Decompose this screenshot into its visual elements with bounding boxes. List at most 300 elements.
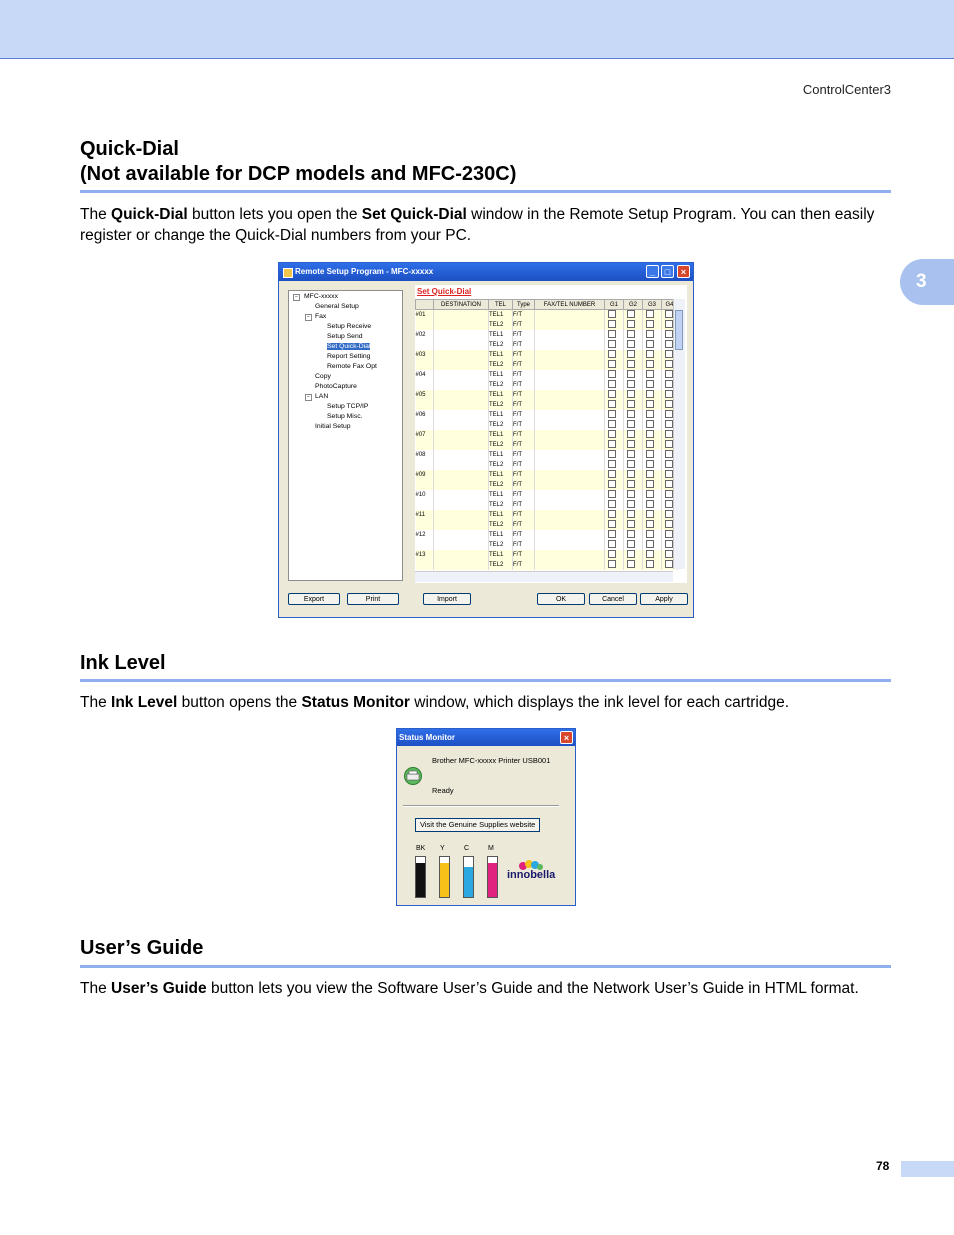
table-cell[interactable]	[605, 340, 624, 350]
group-checkbox[interactable]	[665, 550, 673, 558]
table-cell[interactable]	[416, 480, 434, 490]
group-checkbox[interactable]	[608, 400, 616, 408]
table-cell[interactable]: #08	[416, 450, 434, 460]
table-cell[interactable]: F/T	[513, 460, 535, 470]
group-checkbox[interactable]	[627, 540, 635, 548]
table-cell[interactable]	[434, 350, 489, 360]
table-cell[interactable]	[535, 410, 605, 420]
group-checkbox[interactable]	[646, 460, 654, 468]
group-checkbox[interactable]	[646, 450, 654, 458]
table-cell[interactable]	[605, 400, 624, 410]
table-cell[interactable]: TEL2	[489, 560, 513, 570]
table-cell[interactable]: TEL2	[489, 400, 513, 410]
table-cell[interactable]: F/T	[513, 380, 535, 390]
group-checkbox[interactable]	[608, 390, 616, 398]
table-cell[interactable]: F/T	[513, 430, 535, 440]
table-cell[interactable]	[624, 490, 643, 500]
group-checkbox[interactable]	[608, 500, 616, 508]
table-cell[interactable]	[624, 350, 643, 360]
table-cell[interactable]	[434, 430, 489, 440]
table-cell[interactable]	[535, 560, 605, 570]
group-checkbox[interactable]	[646, 350, 654, 358]
table-cell[interactable]	[624, 500, 643, 510]
table-cell[interactable]: TEL2	[489, 500, 513, 510]
group-checkbox[interactable]	[665, 440, 673, 448]
table-cell[interactable]	[605, 530, 624, 540]
table-cell[interactable]	[643, 410, 662, 420]
table-cell[interactable]: TEL1	[489, 310, 513, 321]
table-cell[interactable]	[643, 440, 662, 450]
table-cell[interactable]	[624, 480, 643, 490]
group-checkbox[interactable]	[665, 410, 673, 418]
group-checkbox[interactable]	[646, 390, 654, 398]
table-cell[interactable]	[535, 490, 605, 500]
table-cell[interactable]: F/T	[513, 340, 535, 350]
table-cell[interactable]	[434, 440, 489, 450]
table-cell[interactable]: #04	[416, 370, 434, 380]
table-cell[interactable]	[624, 550, 643, 560]
tree-node[interactable]: Fax	[315, 313, 327, 320]
table-cell[interactable]: #10	[416, 490, 434, 500]
group-checkbox[interactable]	[646, 530, 654, 538]
table-cell[interactable]: TEL2	[489, 320, 513, 330]
group-checkbox[interactable]	[627, 470, 635, 478]
group-checkbox[interactable]	[665, 400, 673, 408]
table-cell[interactable]	[605, 500, 624, 510]
group-checkbox[interactable]	[646, 560, 654, 568]
group-checkbox[interactable]	[646, 480, 654, 488]
group-checkbox[interactable]	[665, 540, 673, 548]
table-cell[interactable]	[624, 520, 643, 530]
group-checkbox[interactable]	[646, 550, 654, 558]
close-icon[interactable]: ×	[560, 731, 573, 744]
group-checkbox[interactable]	[646, 470, 654, 478]
table-cell[interactable]	[624, 370, 643, 380]
tree-node[interactable]: General Setup	[315, 303, 359, 310]
tree-node[interactable]: Setup Misc.	[327, 413, 363, 420]
scroll-thumb[interactable]	[675, 310, 683, 350]
table-cell[interactable]	[535, 370, 605, 380]
table-cell[interactable]	[535, 390, 605, 400]
minimize-icon[interactable]: _	[646, 265, 659, 278]
table-cell[interactable]: #05	[416, 390, 434, 400]
vertical-scrollbar[interactable]	[673, 299, 685, 569]
table-cell[interactable]: F/T	[513, 330, 535, 340]
group-checkbox[interactable]	[665, 390, 673, 398]
table-cell[interactable]: TEL1	[489, 330, 513, 340]
table-cell[interactable]	[434, 490, 489, 500]
table-cell[interactable]: TEL2	[489, 520, 513, 530]
close-icon[interactable]: ×	[677, 265, 690, 278]
table-cell[interactable]	[535, 330, 605, 340]
table-cell[interactable]	[643, 370, 662, 380]
table-cell[interactable]: F/T	[513, 370, 535, 380]
table-cell[interactable]: F/T	[513, 540, 535, 550]
table-cell[interactable]	[643, 510, 662, 520]
group-checkbox[interactable]	[665, 420, 673, 428]
table-cell[interactable]: TEL2	[489, 540, 513, 550]
group-checkbox[interactable]	[665, 480, 673, 488]
table-cell[interactable]	[416, 440, 434, 450]
tree-node[interactable]: Setup Send	[327, 333, 363, 340]
group-checkbox[interactable]	[665, 340, 673, 348]
table-cell[interactable]	[605, 520, 624, 530]
table-cell[interactable]: TEL2	[489, 460, 513, 470]
table-cell[interactable]: F/T	[513, 490, 535, 500]
tree-node[interactable]: LAN	[315, 393, 329, 400]
table-cell[interactable]: TEL1	[489, 490, 513, 500]
group-checkbox[interactable]	[627, 500, 635, 508]
group-checkbox[interactable]	[608, 470, 616, 478]
print-button[interactable]: Print	[347, 593, 399, 605]
table-cell[interactable]	[624, 560, 643, 570]
table-cell[interactable]	[434, 380, 489, 390]
group-checkbox[interactable]	[665, 460, 673, 468]
table-cell[interactable]: TEL2	[489, 380, 513, 390]
group-checkbox[interactable]	[608, 540, 616, 548]
table-cell[interactable]	[416, 420, 434, 430]
group-checkbox[interactable]	[627, 320, 635, 328]
table-cell[interactable]	[643, 550, 662, 560]
table-cell[interactable]	[605, 330, 624, 340]
table-cell[interactable]	[434, 310, 489, 321]
table-cell[interactable]: #09	[416, 470, 434, 480]
tree-node[interactable]: Report Setting	[327, 353, 371, 360]
tree-node[interactable]: Initial Setup	[315, 423, 351, 430]
table-cell[interactable]	[434, 410, 489, 420]
table-cell[interactable]	[643, 530, 662, 540]
group-checkbox[interactable]	[646, 380, 654, 388]
group-checkbox[interactable]	[608, 350, 616, 358]
table-cell[interactable]	[434, 510, 489, 520]
table-cell[interactable]	[605, 540, 624, 550]
table-cell[interactable]	[624, 420, 643, 430]
group-checkbox[interactable]	[627, 520, 635, 528]
table-cell[interactable]	[643, 490, 662, 500]
group-checkbox[interactable]	[627, 340, 635, 348]
table-cell[interactable]: F/T	[513, 410, 535, 420]
table-cell[interactable]: F/T	[513, 480, 535, 490]
tree-node[interactable]: MFC-xxxxx	[304, 293, 338, 300]
table-cell[interactable]	[434, 450, 489, 460]
table-cell[interactable]	[643, 380, 662, 390]
group-checkbox[interactable]	[646, 410, 654, 418]
table-cell[interactable]	[434, 540, 489, 550]
table-cell[interactable]	[643, 350, 662, 360]
table-cell[interactable]: TEL2	[489, 360, 513, 370]
collapse-icon[interactable]: −	[293, 294, 300, 301]
table-cell[interactable]	[535, 430, 605, 440]
table-cell[interactable]	[535, 350, 605, 360]
table-cell[interactable]	[605, 370, 624, 380]
group-checkbox[interactable]	[608, 550, 616, 558]
group-checkbox[interactable]	[608, 360, 616, 368]
group-checkbox[interactable]	[608, 370, 616, 378]
group-checkbox[interactable]	[665, 310, 673, 318]
group-checkbox[interactable]	[627, 440, 635, 448]
table-cell[interactable]	[605, 380, 624, 390]
table-cell[interactable]	[535, 340, 605, 350]
group-checkbox[interactable]	[646, 420, 654, 428]
table-cell[interactable]	[624, 330, 643, 340]
group-checkbox[interactable]	[665, 450, 673, 458]
table-cell[interactable]	[434, 340, 489, 350]
table-cell[interactable]	[624, 310, 643, 321]
group-checkbox[interactable]	[646, 520, 654, 528]
table-cell[interactable]	[535, 440, 605, 450]
table-cell[interactable]: TEL2	[489, 340, 513, 350]
genuine-supplies-button[interactable]: Visit the Genuine Supplies website	[415, 818, 540, 832]
table-cell[interactable]	[416, 320, 434, 330]
table-cell[interactable]	[416, 560, 434, 570]
table-cell[interactable]	[535, 520, 605, 530]
table-cell[interactable]: F/T	[513, 510, 535, 520]
table-cell[interactable]	[535, 310, 605, 321]
table-cell[interactable]: TEL1	[489, 410, 513, 420]
table-cell[interactable]: TEL1	[489, 370, 513, 380]
table-cell[interactable]: #07	[416, 430, 434, 440]
table-cell[interactable]	[624, 340, 643, 350]
horizontal-scrollbar[interactable]	[415, 571, 673, 582]
table-cell[interactable]	[624, 410, 643, 420]
group-checkbox[interactable]	[608, 530, 616, 538]
group-checkbox[interactable]	[608, 430, 616, 438]
table-cell[interactable]	[624, 450, 643, 460]
tree-node[interactable]: Remote Fax Opt	[327, 363, 377, 370]
table-cell[interactable]	[605, 410, 624, 420]
table-cell[interactable]	[643, 520, 662, 530]
group-checkbox[interactable]	[627, 330, 635, 338]
group-checkbox[interactable]	[665, 560, 673, 568]
table-cell[interactable]	[624, 380, 643, 390]
table-cell[interactable]	[643, 320, 662, 330]
table-cell[interactable]	[605, 360, 624, 370]
table-cell[interactable]	[535, 470, 605, 480]
table-cell[interactable]	[535, 420, 605, 430]
table-cell[interactable]	[624, 510, 643, 520]
table-cell[interactable]	[643, 430, 662, 440]
table-cell[interactable]: TEL1	[489, 510, 513, 520]
group-checkbox[interactable]	[608, 320, 616, 328]
tree-node[interactable]: Setup Receive	[327, 323, 372, 330]
table-cell[interactable]	[643, 500, 662, 510]
group-checkbox[interactable]	[627, 350, 635, 358]
table-cell[interactable]	[643, 310, 662, 321]
group-checkbox[interactable]	[646, 440, 654, 448]
tree-node[interactable]: PhotoCapture	[315, 383, 357, 390]
table-cell[interactable]	[416, 540, 434, 550]
table-cell[interactable]	[535, 540, 605, 550]
table-cell[interactable]: F/T	[513, 560, 535, 570]
table-cell[interactable]	[434, 320, 489, 330]
table-cell[interactable]	[434, 420, 489, 430]
group-checkbox[interactable]	[608, 410, 616, 418]
group-checkbox[interactable]	[665, 370, 673, 378]
group-checkbox[interactable]	[627, 360, 635, 368]
table-cell[interactable]	[434, 370, 489, 380]
group-checkbox[interactable]	[627, 370, 635, 378]
table-cell[interactable]	[605, 440, 624, 450]
table-cell[interactable]: TEL1	[489, 470, 513, 480]
group-checkbox[interactable]	[665, 430, 673, 438]
group-checkbox[interactable]	[646, 400, 654, 408]
table-cell[interactable]	[535, 460, 605, 470]
table-cell[interactable]: F/T	[513, 320, 535, 330]
group-checkbox[interactable]	[627, 480, 635, 488]
group-checkbox[interactable]	[608, 450, 616, 458]
table-cell[interactable]	[643, 360, 662, 370]
group-checkbox[interactable]	[608, 560, 616, 568]
group-checkbox[interactable]	[627, 490, 635, 498]
group-checkbox[interactable]	[627, 310, 635, 318]
table-cell[interactable]	[535, 550, 605, 560]
group-checkbox[interactable]	[608, 420, 616, 428]
group-checkbox[interactable]	[627, 460, 635, 468]
table-cell[interactable]	[434, 460, 489, 470]
table-cell[interactable]	[643, 400, 662, 410]
table-cell[interactable]	[434, 520, 489, 530]
group-checkbox[interactable]	[665, 520, 673, 528]
table-cell[interactable]	[434, 360, 489, 370]
group-checkbox[interactable]	[646, 360, 654, 368]
group-checkbox[interactable]	[646, 510, 654, 518]
export-button[interactable]: Export	[288, 593, 340, 605]
table-cell[interactable]: #01	[416, 310, 434, 321]
table-cell[interactable]	[535, 510, 605, 520]
table-cell[interactable]: TEL1	[489, 430, 513, 440]
table-cell[interactable]	[643, 540, 662, 550]
group-checkbox[interactable]	[646, 540, 654, 548]
table-cell[interactable]	[434, 400, 489, 410]
table-cell[interactable]: #02	[416, 330, 434, 340]
table-cell[interactable]	[434, 470, 489, 480]
table-cell[interactable]: F/T	[513, 400, 535, 410]
table-cell[interactable]	[643, 460, 662, 470]
table-cell[interactable]	[624, 540, 643, 550]
table-cell[interactable]: TEL2	[489, 420, 513, 430]
table-cell[interactable]	[624, 400, 643, 410]
group-checkbox[interactable]	[627, 390, 635, 398]
group-checkbox[interactable]	[665, 360, 673, 368]
table-cell[interactable]	[643, 470, 662, 480]
table-cell[interactable]	[605, 490, 624, 500]
table-cell[interactable]: TEL1	[489, 550, 513, 560]
table-cell[interactable]: F/T	[513, 350, 535, 360]
group-checkbox[interactable]	[627, 430, 635, 438]
group-checkbox[interactable]	[665, 330, 673, 338]
group-checkbox[interactable]	[627, 380, 635, 388]
table-cell[interactable]	[605, 480, 624, 490]
table-cell[interactable]	[643, 560, 662, 570]
table-cell[interactable]	[624, 360, 643, 370]
group-checkbox[interactable]	[608, 440, 616, 448]
table-cell[interactable]: #13	[416, 550, 434, 560]
group-checkbox[interactable]	[646, 340, 654, 348]
table-cell[interactable]	[535, 380, 605, 390]
table-cell[interactable]: TEL1	[489, 390, 513, 400]
group-checkbox[interactable]	[665, 490, 673, 498]
group-checkbox[interactable]	[646, 370, 654, 378]
table-cell[interactable]: #12	[416, 530, 434, 540]
group-checkbox[interactable]	[627, 420, 635, 428]
group-checkbox[interactable]	[627, 410, 635, 418]
table-cell[interactable]	[624, 430, 643, 440]
table-cell[interactable]	[624, 320, 643, 330]
table-cell[interactable]: F/T	[513, 450, 535, 460]
table-cell[interactable]	[605, 560, 624, 570]
group-checkbox[interactable]	[665, 320, 673, 328]
table-cell[interactable]	[605, 390, 624, 400]
table-cell[interactable]	[605, 550, 624, 560]
group-checkbox[interactable]	[646, 500, 654, 508]
table-cell[interactable]	[605, 450, 624, 460]
table-cell[interactable]	[605, 420, 624, 430]
cancel-button[interactable]: Cancel	[589, 593, 637, 605]
tree-node[interactable]: Copy	[315, 373, 331, 380]
group-checkbox[interactable]	[646, 320, 654, 328]
table-cell[interactable]	[643, 480, 662, 490]
table-cell[interactable]	[605, 430, 624, 440]
table-cell[interactable]	[535, 400, 605, 410]
table-cell[interactable]	[535, 530, 605, 540]
table-cell[interactable]	[535, 480, 605, 490]
table-cell[interactable]	[434, 550, 489, 560]
group-checkbox[interactable]	[627, 530, 635, 538]
table-cell[interactable]	[624, 390, 643, 400]
table-cell[interactable]: F/T	[513, 550, 535, 560]
group-checkbox[interactable]	[665, 380, 673, 388]
group-checkbox[interactable]	[608, 490, 616, 498]
table-cell[interactable]	[624, 530, 643, 540]
table-cell[interactable]	[605, 460, 624, 470]
table-cell[interactable]	[416, 380, 434, 390]
group-checkbox[interactable]	[646, 430, 654, 438]
table-cell[interactable]	[535, 360, 605, 370]
group-checkbox[interactable]	[627, 400, 635, 408]
table-cell[interactable]: F/T	[513, 310, 535, 321]
table-cell[interactable]: TEL1	[489, 450, 513, 460]
table-cell[interactable]	[605, 310, 624, 321]
table-cell[interactable]: #03	[416, 350, 434, 360]
table-cell[interactable]: TEL1	[489, 350, 513, 360]
apply-button[interactable]: Apply	[640, 593, 688, 605]
group-checkbox[interactable]	[665, 470, 673, 478]
table-cell[interactable]: F/T	[513, 390, 535, 400]
table-cell[interactable]	[624, 440, 643, 450]
table-cell[interactable]	[416, 400, 434, 410]
table-cell[interactable]: #11	[416, 510, 434, 520]
table-cell[interactable]	[434, 480, 489, 490]
table-cell[interactable]	[605, 510, 624, 520]
group-checkbox[interactable]	[627, 560, 635, 568]
maximize-icon[interactable]: □	[661, 265, 674, 278]
table-cell[interactable]	[643, 330, 662, 340]
table-cell[interactable]: F/T	[513, 500, 535, 510]
table-cell[interactable]: F/T	[513, 470, 535, 480]
group-checkbox[interactable]	[646, 310, 654, 318]
table-cell[interactable]: F/T	[513, 440, 535, 450]
table-cell[interactable]	[624, 470, 643, 480]
group-checkbox[interactable]	[646, 490, 654, 498]
group-checkbox[interactable]	[665, 510, 673, 518]
table-cell[interactable]: #06	[416, 410, 434, 420]
table-cell[interactable]	[434, 560, 489, 570]
table-cell[interactable]	[605, 320, 624, 330]
tree-node-selected[interactable]: Set Quick-Dial	[327, 343, 371, 350]
table-cell[interactable]: F/T	[513, 520, 535, 530]
ok-button[interactable]: OK	[537, 593, 585, 605]
group-checkbox[interactable]	[627, 450, 635, 458]
